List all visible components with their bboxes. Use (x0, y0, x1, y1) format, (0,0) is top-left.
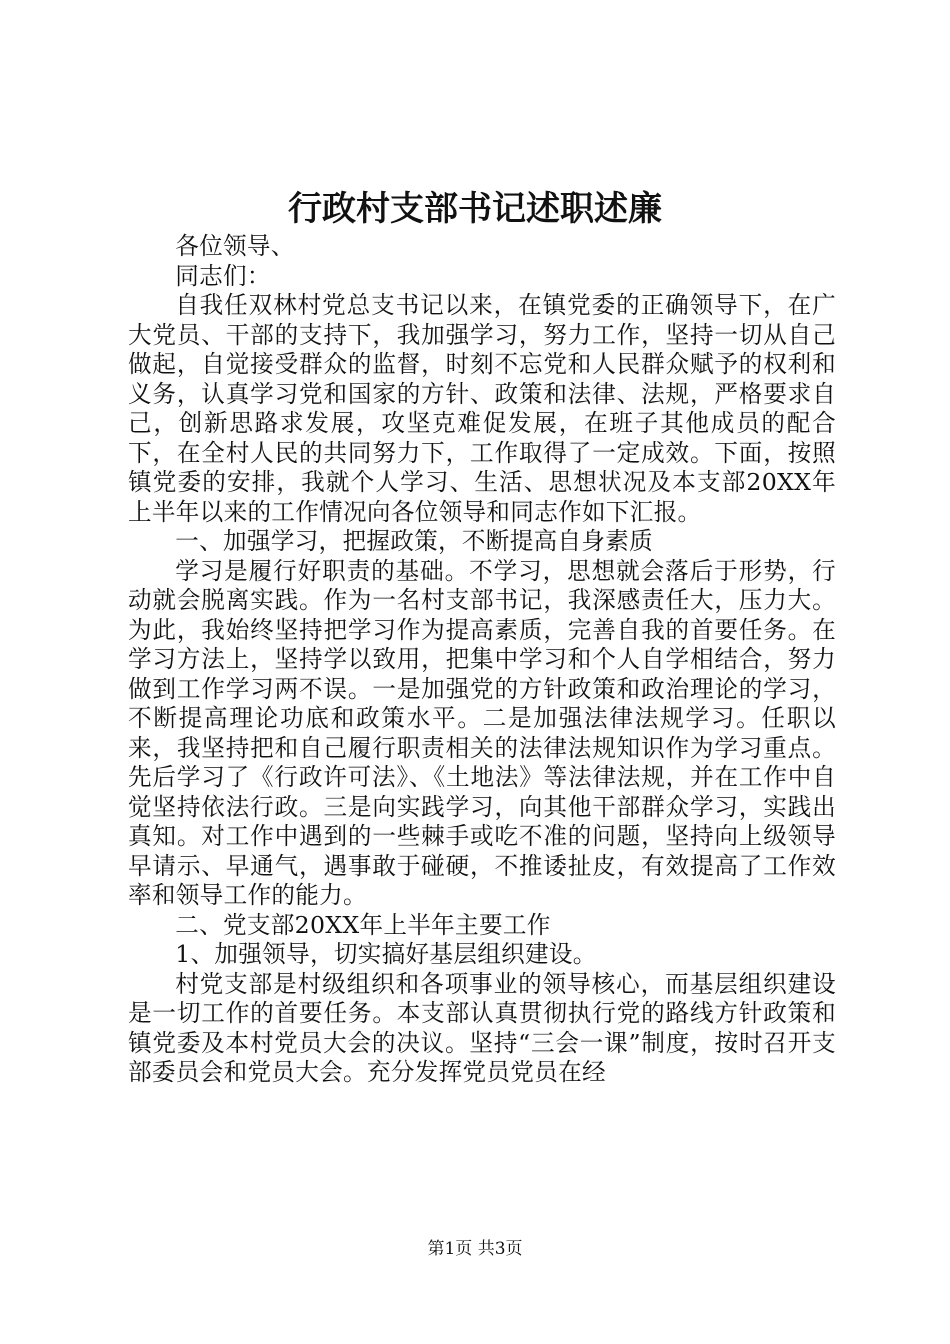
body-paragraph: 自我任双林村党总支书记以来，在镇党委的正确领导下，在广大党员、干部的支持下，我加强学习，努力工作，坚持一切从自己做起，自觉接受群众的监督，时刻不忘党和人民群众赋予的权利和义务，认真学习党和国家的方针、政策和法律、法规，严格要求自己，创新思路求发展，攻坚克难促发展，在班子其他成员的配合下，在全村人民的共同努力下，工作取得了一定成效。下面，按照镇党委的安排，我就个人学习、生活、思想状况及本支部20XX年上半年以来的工作情况向各位领导和同志作如下汇报。 (128, 291, 836, 526)
salutation-line: 各位领导、 (175, 232, 295, 260)
body-paragraph: 村党支部是村级组织和各项事业的领导核心，而基层组织建设是一切工作的首要任务。本支部认真贯彻执行党的路线方针政策和镇党委及本村党员大会的决议。坚持“三会一课”制度，按时召开支部委员会和党员大会。充分发挥党员党员在经 (128, 969, 836, 1086)
body-paragraph: 学习是履行好职责的基础。不学习，思想就会落后于形势，行动就会脱离实践。作为一名村支部书记，我深感责任大，压力大。为此，我始终坚持把学习作为提高素质，完善自我的首要任务。在学习方法上，坚持学以致用，把集中学习和个人自学相结合，努力做到工作学习两不误。一是加强党的方针政策和政治理论的学习，不断提高理论功底和政策水平。二是加强法律法规学习。任职以来，我坚持把和自己履行职责相关的法律法规知识作为学习重点。先后学习了《行政许可法》、《土地法》等法律法规，并在工作中自觉坚持依法行政。三是向实践学习，向其他干部群众学习，实践出真知。对工作中遇到的一些棘手或吃不准的问题，坚持向上级领导早请示、早通气，遇事敢于碰硬，不推诿扯皮，有效提高了工作效率和领导工作的能力。 (128, 556, 836, 909)
salutation-line: 同志们： (175, 261, 271, 290)
page-footer: 第1页 共3页 (427, 1239, 523, 1259)
document-body (128, 232, 836, 1088)
section-heading: 一、加强学习，把握政策，不断提高自身素质 (175, 527, 654, 555)
document-title: 行政村支部书记述职述廉 (288, 189, 662, 229)
subsection-heading: 1、加强领导，切实搞好基层组织建设。 (175, 940, 597, 968)
section-heading: 二、党支部20XX年上半年主要工作 (175, 910, 551, 939)
